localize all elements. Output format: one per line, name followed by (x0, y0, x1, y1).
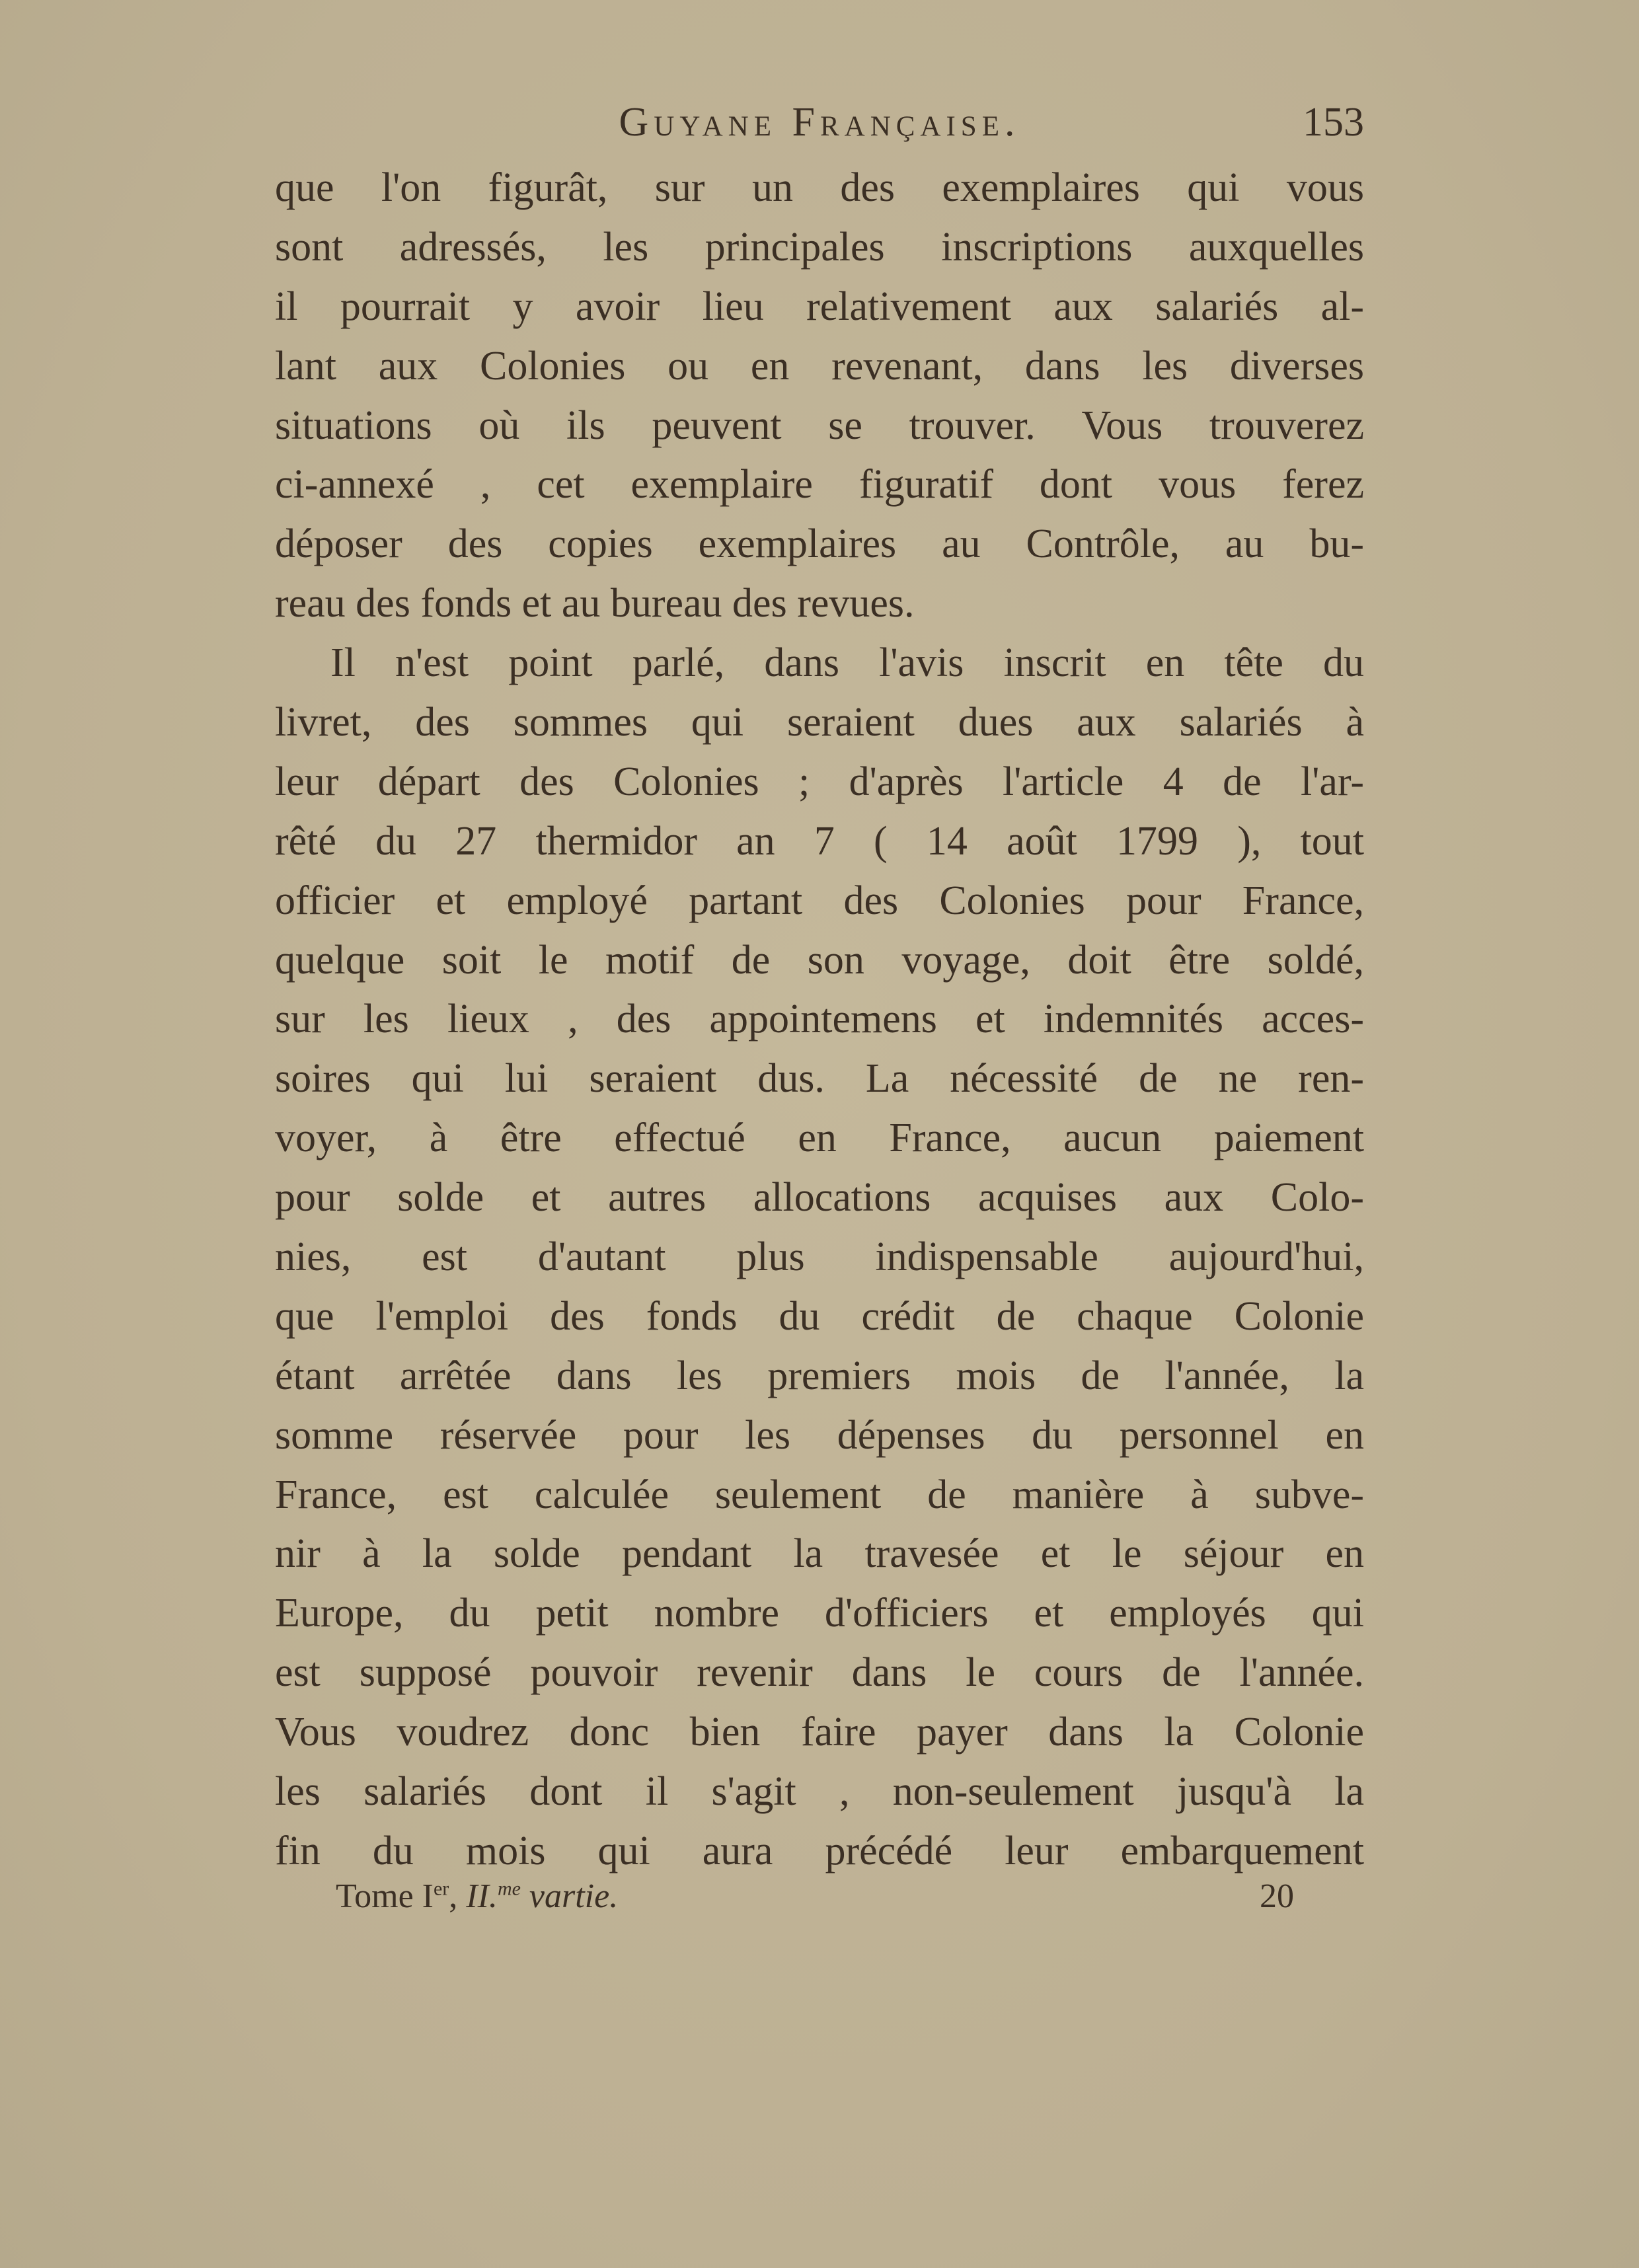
text-line (275, 1466, 1364, 1525)
text-line-content: étant arrêtée dans les premiers mois de l'année, la (275, 1353, 1364, 1398)
text-line-content: nies, est d'autant plus indispensable aujourd'hui, (275, 1234, 1364, 1280)
text-line-content: il pourrait y avoir lieu relativement aux salariés al- (275, 284, 1364, 329)
text-line (275, 1644, 1364, 1703)
text-line-content: sur les lieux , des appointemens et indemnités acces- (275, 997, 1364, 1042)
page-number: 153 (1303, 100, 1364, 145)
text-line-content: Europe, du petit nombre d'officiers et employés qui (275, 1591, 1364, 1636)
text-line (275, 990, 1364, 1049)
text-line (275, 1168, 1364, 1228)
text-line-content: que l'on figurât, sur un des exemplaires qui vous (275, 165, 1364, 210)
part-word: vartie. (520, 1877, 619, 1915)
text-line-content: que l'emploi des fonds du crédit de chaque Colonie (275, 1293, 1364, 1339)
tome-label: Tome I (336, 1877, 434, 1915)
text-line (275, 1584, 1364, 1644)
text-line-content: France, est calculée seulement de manière à subve- (275, 1472, 1364, 1517)
text-line-content: nir à la solde pendant la travesée et le séjour en (275, 1531, 1364, 1577)
text-line-content: quelque soit le motif de son voyage, doit être soldé, (275, 937, 1364, 983)
text-line-content: situations où ils peuvent se trouver. Vous trouverez (275, 402, 1364, 448)
tome-sup: er (433, 1877, 449, 1900)
page-header (275, 99, 1364, 159)
text-line (275, 1228, 1364, 1287)
page-footer (275, 1877, 1364, 1930)
text-line (275, 1049, 1364, 1109)
text-line (275, 515, 1364, 574)
text-line (275, 812, 1364, 872)
text-line (275, 1822, 1364, 1881)
text-line-content: livret, des sommes qui seraient dues aux salariés à (275, 700, 1364, 745)
text-line (275, 634, 1364, 693)
text-line (275, 1347, 1364, 1406)
text-line-content: Il n'est point parlé, dans l'avis inscrit en tête du (330, 640, 1364, 686)
text-line (275, 872, 1364, 931)
part-label: II. (466, 1877, 498, 1915)
text-line (275, 397, 1364, 456)
text-line (275, 337, 1364, 397)
text-line-content: officier et employé partant des Colonies pour France, (275, 878, 1364, 923)
body-text (275, 159, 1364, 1881)
text-line (275, 1525, 1364, 1584)
text-line (275, 1287, 1364, 1347)
sheet-signature: 20 (1260, 1877, 1294, 1915)
separator: , (449, 1877, 467, 1915)
text-line (275, 1109, 1364, 1168)
text-line (275, 931, 1364, 991)
text-line-content: fin du mois qui aura précédé leur embarquement (275, 1828, 1364, 1873)
part-sup: me (497, 1877, 521, 1900)
text-line (275, 1762, 1364, 1822)
text-line-content: soires qui lui seraient dus. La nécessité de ne ren- (275, 1056, 1364, 1102)
text-line-content: leur départ des Colonies ; d'après l'article 4 de l'ar- (275, 759, 1364, 804)
running-title: Guyane Française. (619, 100, 1020, 145)
text-line-content: lant aux Colonies ou en revenant, dans les diverses (275, 343, 1364, 389)
text-line-content: est supposé pouvoir revenir dans le cours de l'année. (275, 1650, 1364, 1696)
text-line-content: ci-annexé , cet exemplaire figuratif dont vous ferez (275, 462, 1364, 508)
text-line (275, 1406, 1364, 1466)
text-line-content: somme réservée pour les dépenses du personnel en (275, 1412, 1364, 1458)
text-line (275, 1703, 1364, 1762)
text-line-content: Vous voudrez donc bien faire payer dans la Colonie (275, 1710, 1364, 1755)
text-line-content: pour solde et autres allocations acquises aux Colo- (275, 1175, 1364, 1221)
text-line-content: déposer des copies exemplaires au Contrôle, au bu- (275, 521, 1364, 567)
text-line (275, 693, 1364, 753)
text-line (275, 455, 1364, 515)
text-line-content: voyer, à être effectué en France, aucun paiement (275, 1115, 1364, 1161)
text-line-content: les salariés dont il s'agit , non-seulement jusqu'à la (275, 1769, 1364, 1815)
text-line-content: reau des fonds et au bureau des revues. (275, 581, 915, 626)
text-line-content: rêté du 27 thermidor an 7 ( 14 août 1799 ), tout (275, 818, 1364, 864)
text-line (275, 753, 1364, 812)
text-line-content: sont adressés, les principales inscriptions auxquelles (275, 224, 1364, 270)
volume-signature (336, 1877, 618, 1916)
text-line (275, 278, 1364, 337)
text-line (275, 159, 1364, 218)
text-line (275, 574, 1364, 634)
text-line (275, 218, 1364, 278)
